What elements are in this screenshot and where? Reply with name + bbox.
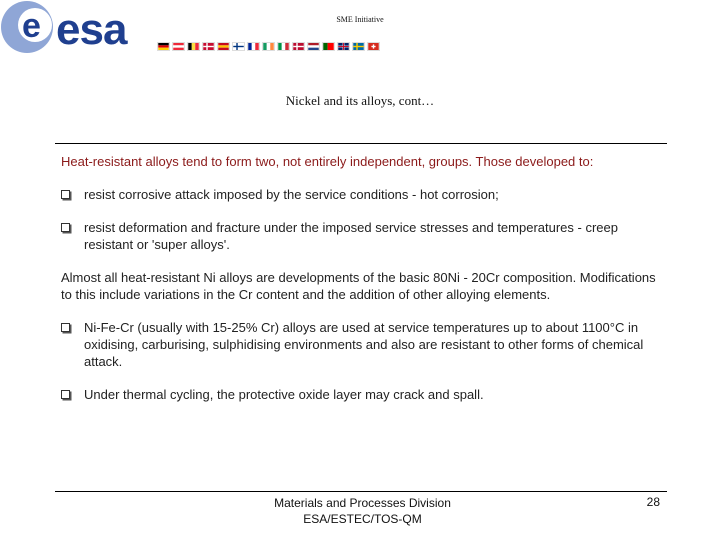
footer-department: ESA/ESTEC/TOS-QM [303, 512, 422, 526]
flag-belgium-icon [187, 42, 200, 51]
list-item-text: resist corrosive attack imposed by the service conditions - hot corrosion; [84, 187, 499, 202]
list-item [61, 319, 661, 370]
list-item [61, 186, 661, 203]
flag-switzerland-icon [367, 42, 380, 51]
body-paragraph: Almost all heat-resistant Ni alloys are developments of the basic 80Ni - 20Cr composition. Modifications to this include variations in the Cr content and the addition of other alloying elements. [61, 270, 656, 302]
list-item [61, 386, 661, 403]
slide-content [61, 153, 661, 419]
flag-finland-icon [232, 42, 245, 51]
flag-germany-icon [157, 42, 170, 51]
footer-text [230, 495, 495, 527]
flag-austria-icon [172, 42, 185, 51]
flag-denmark-icon [202, 42, 215, 51]
flag-spain-icon [217, 42, 230, 51]
top-divider [55, 143, 667, 144]
logo-wordmark: esa [56, 5, 127, 54]
flag-france-icon [247, 42, 260, 51]
list-item-text: Under thermal cycling, the protective oxide layer may crack and spall. [84, 387, 484, 402]
list-item [61, 219, 661, 253]
flag-portugal-icon [322, 42, 335, 51]
member-flags [157, 42, 380, 51]
flag-italy-icon [277, 42, 290, 51]
checkbox-bullet-icon [61, 323, 70, 332]
flag-united-kingdom-icon [337, 42, 350, 51]
esa-logo [0, 0, 160, 56]
list-item-text: resist deformation and fracture under the imposed service stresses and temperatures - creep resistant or 'super alloys'. [84, 220, 618, 252]
footer-division: Materials and Processes Division [274, 496, 451, 510]
flag-netherlands-icon [307, 42, 320, 51]
checkbox-bullet-icon [61, 190, 70, 199]
slide-title: Nickel and its alloys, cont… [285, 93, 435, 108]
checkbox-bullet-icon [61, 223, 70, 232]
logo-e-glyph: e [22, 7, 41, 45]
intro-text: Heat-resistant alloys tend to form two, not entirely independent, groups. Those developed to: [61, 154, 594, 169]
flag-ireland-icon [262, 42, 275, 51]
initiative-label: SME Initiative [336, 15, 384, 24]
page-number: 28 [646, 495, 660, 509]
list-item-text: Ni-Fe-Cr (usually with 15-25% Cr) alloys are used at service temperatures up to about 1100°C in oxidising, carburising, sulphidising environments and also are resistant to other forms of chemical attack. [84, 320, 644, 369]
flag-sweden-icon [352, 42, 365, 51]
checkbox-bullet-icon [61, 390, 70, 399]
bottom-divider [55, 491, 667, 492]
flag-norway-icon [292, 42, 305, 51]
